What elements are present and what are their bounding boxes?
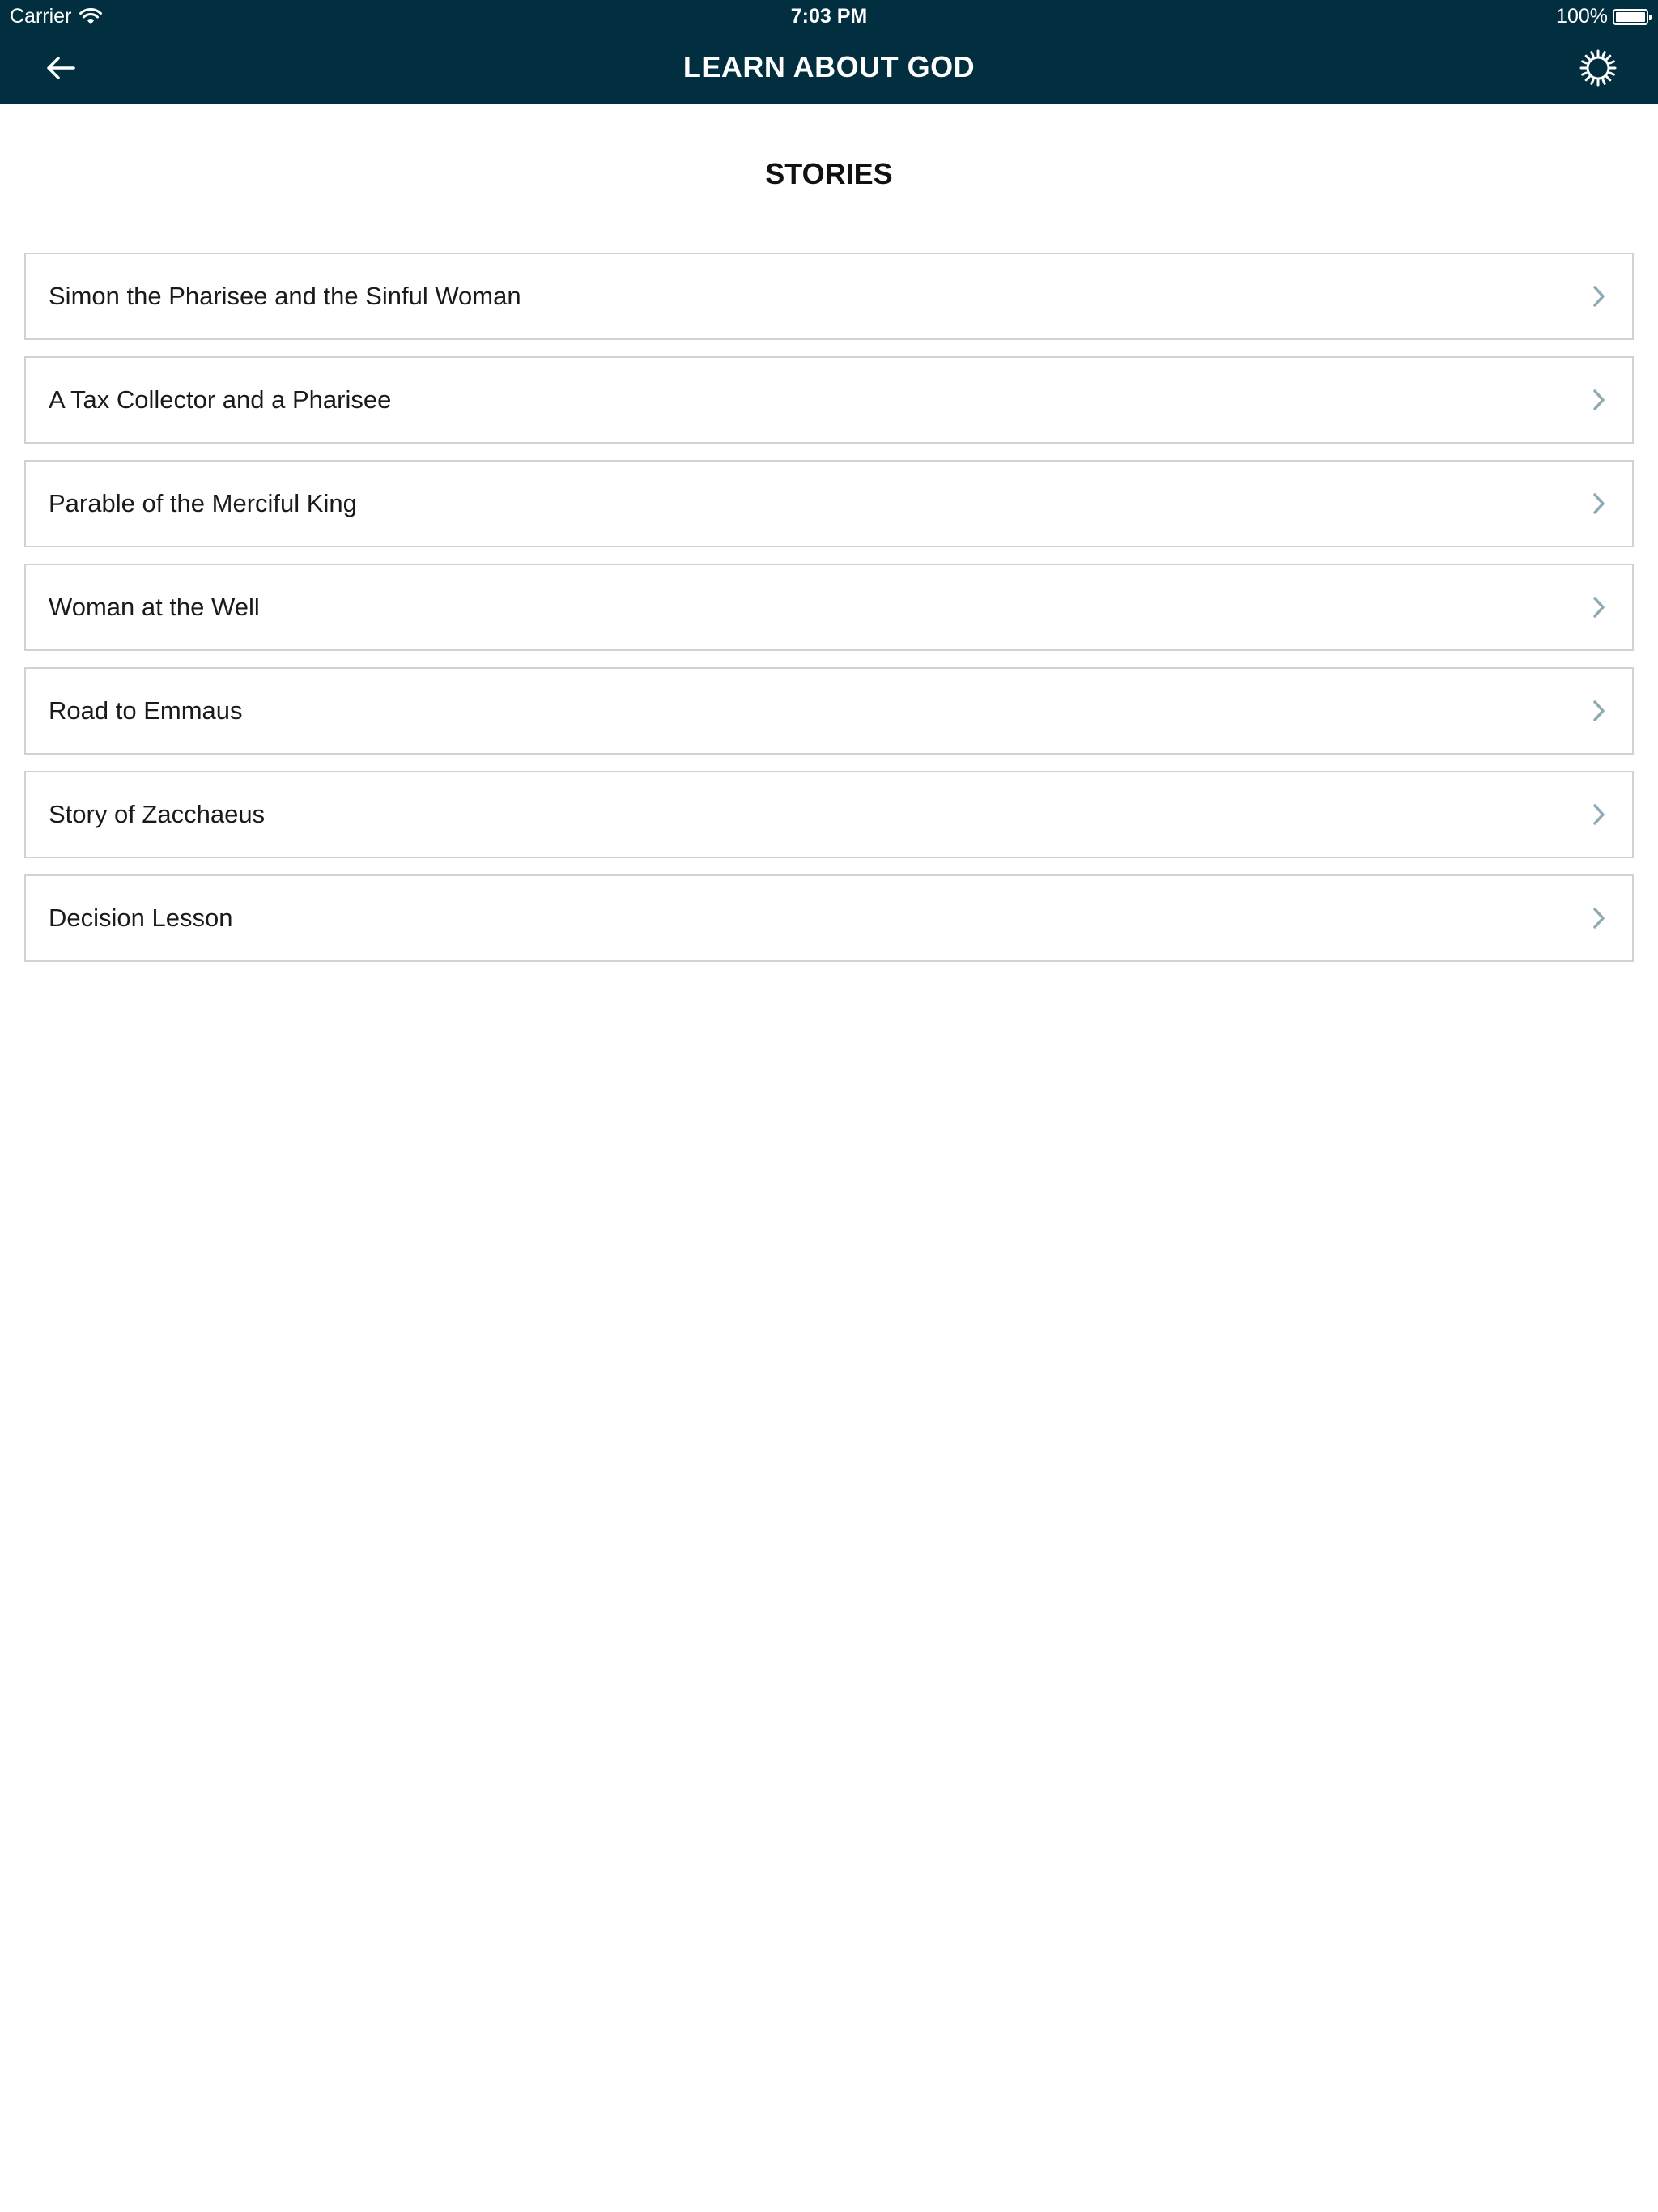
status-bar — [0, 0, 1658, 32]
chevron-right-icon — [1590, 802, 1608, 827]
chevron-right-icon — [1590, 699, 1608, 723]
page-title: LEARN ABOUT GOD — [682, 50, 976, 83]
chevron-right-icon — [1590, 388, 1608, 412]
story-item-tax-collector[interactable] — [24, 356, 1634, 444]
settings-button[interactable] — [1577, 47, 1619, 89]
status-time: 7:03 PM — [790, 5, 868, 28]
chevron-right-icon — [1590, 284, 1608, 308]
battery-indicator — [1556, 5, 1648, 28]
story-label: Road to Emmaus — [49, 696, 243, 725]
story-label: Woman at the Well — [49, 593, 260, 621]
story-item-merciful-king[interactable] — [24, 460, 1634, 547]
story-list — [24, 253, 1634, 978]
section-title: STORIES — [765, 157, 893, 190]
story-item-zacchaeus[interactable] — [24, 771, 1634, 858]
story-item-simon-the-pharisee[interactable] — [24, 253, 1634, 340]
carrier-label: Carrier — [10, 5, 72, 28]
app-header — [0, 0, 1658, 104]
story-label: Parable of the Merciful King — [49, 489, 357, 517]
story-label: Story of Zacchaeus — [49, 800, 266, 828]
chevron-right-icon — [1590, 906, 1608, 930]
chevron-right-icon — [1590, 595, 1608, 619]
battery-percent: 100% — [1556, 5, 1608, 28]
story-item-woman-at-the-well[interactable] — [24, 564, 1634, 651]
nav-bar — [0, 32, 1658, 104]
story-item-decision-lesson[interactable] — [24, 874, 1634, 962]
story-label: Simon the Pharisee and the Sinful Woman — [49, 282, 521, 310]
story-label: A Tax Collector and a Pharisee — [49, 385, 392, 414]
story-item-road-to-emmaus[interactable] — [24, 667, 1634, 755]
battery-icon — [1613, 9, 1648, 25]
chevron-right-icon — [1590, 491, 1608, 516]
story-label: Decision Lesson — [49, 904, 233, 932]
gear-icon — [1579, 49, 1618, 87]
